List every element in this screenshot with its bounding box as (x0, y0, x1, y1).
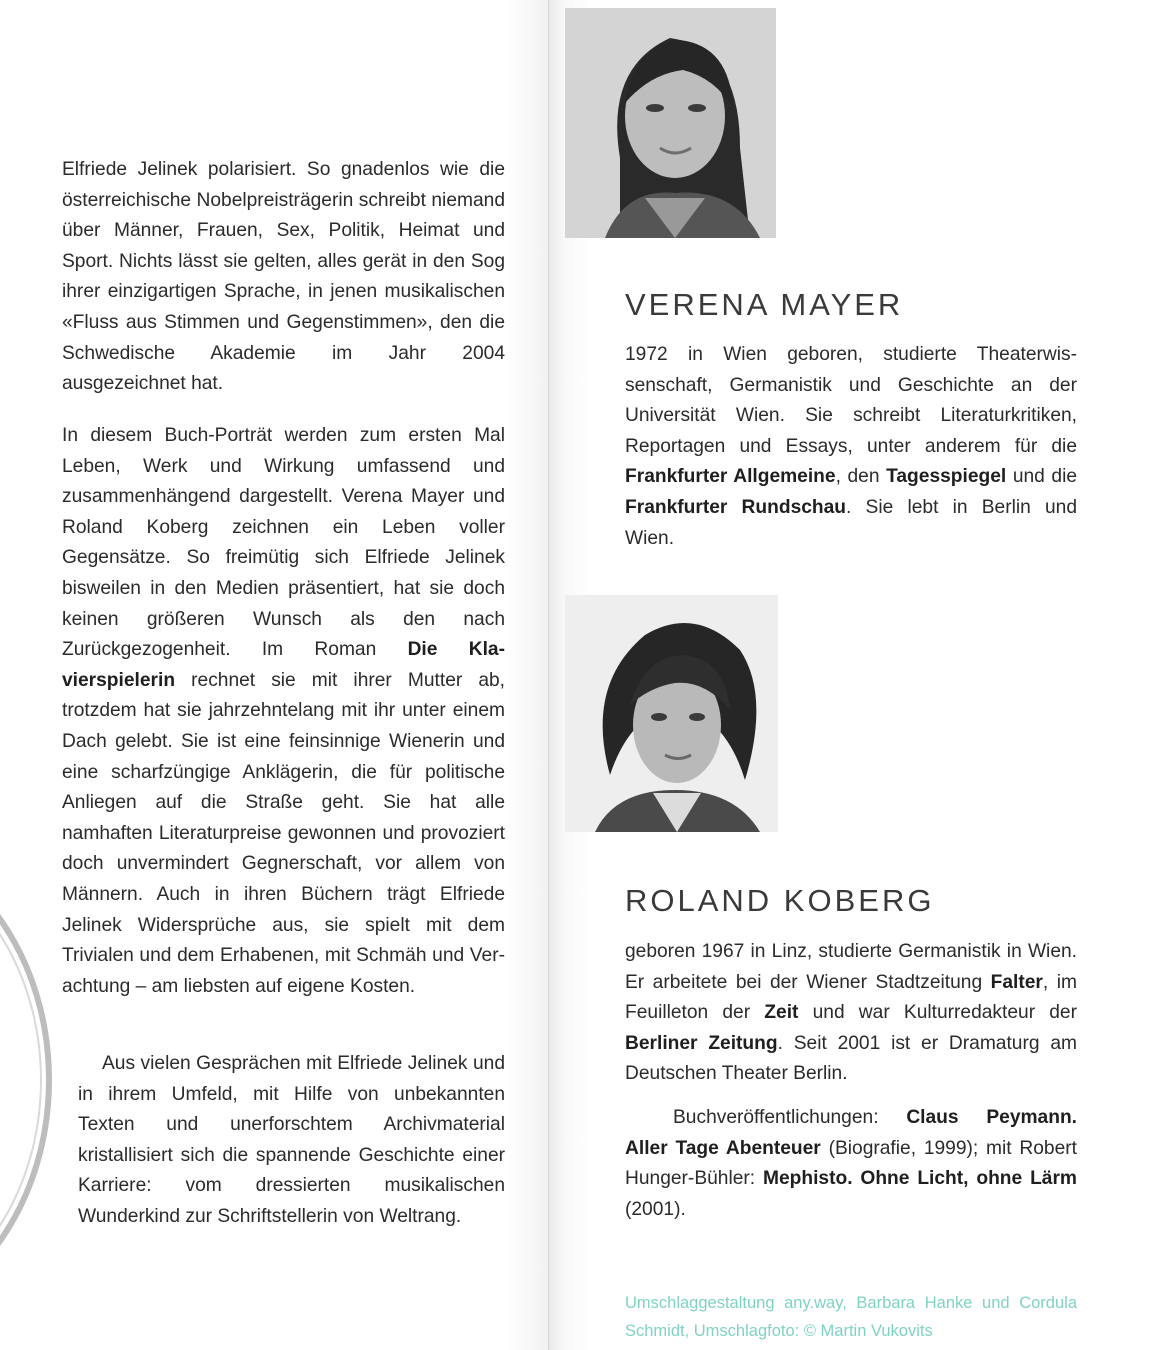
intro-paragraph: Elfriede Jelinek polarisiert. So gnadenlos wie die österreichische Nobelpreisträgerin schreibt niemand über Männer, Frauen, Sex, Politik, Heimat und Sport. Nichts lässt sie gelten, alles gerät in den Sog ihrer einzigartigen Sprache, in jenen musikalischen «Fluss aus Stimmen und Gegenstimmen», den die Schwedische Akademie im Jahr 2004 ausgezeichnet hat. (62, 159, 505, 395)
bio-text: . Sie lebt in Berlin und Wien. (625, 496, 1077, 549)
bio-roland-koberg (625, 937, 1077, 1090)
bio-verena-mayer (625, 340, 1077, 554)
newspaper-name: Frankfurter Rundschau (625, 496, 847, 518)
bio-text: und die (1006, 466, 1078, 488)
newspaper-name: Zeit (764, 1002, 799, 1024)
book-title: Mephisto. Ohne Licht, ohne Lärm (763, 1168, 1077, 1190)
photo-verena-mayer (565, 8, 776, 238)
bio-text: . Seit 2001 ist er Dramaturg am Deutschen Theater Berlin. (625, 1032, 1077, 1085)
bio-text: und war Kulturredakteur der (798, 1002, 1077, 1024)
sources-paragraph: Aus vielen Gesprächen mit Elfriede Jelinek und in ihrem Umfeld, mit Hilfe von unbekannten Texten und unerforschtem Archivmaterial kristallisiert sich die spannende Geschichte einer Karriere: vom dressierten musikalischen Wunderkind zur Schriftstellerin von Weltrang. (78, 1053, 505, 1227)
book-title: Claus Peymann. Aller Tage Abenteuer (625, 1107, 1077, 1159)
cover-credits: Umschlaggestaltung any.way, Barbara Hanke und Cordula Schmidt, Umschlagfoto: © Martin Vukovits (625, 1294, 1077, 1340)
heading-roland-koberg: ROLAND KOBERG (625, 883, 935, 918)
newspaper-name: Tagesspiegel (886, 466, 1007, 488)
publications-paragraph (625, 1103, 1077, 1225)
newspaper-name: Falter (990, 971, 1043, 993)
portrait-text-2: rechnet sie mit ihrer Mutter ab, trotzdem hat sie jahrzehntelang mit ihr unter einem Dach gelebt. Sie ist eine feinsinnige Wienerin und eine scharfzüngige Anklägerin, die für politische Anliegen auf die Straße geht. Sie hat alle namhaften Literaturpreise gewonnen und provoziert doch unvermindert Gegnerschaft, vor allem von Männern. Auch in ihren Büchern trägt Elfriede Jelinek Widersprüche aus, sie spielt mit dem Trivialen und dem Erhabenen, mit Schmäh und Verachtung – am liebsten auf eigene Kosten. (62, 669, 505, 997)
bio-text: geboren 1967 in Linz, studierte Germanistik in Wien. Er arbeitete bei der Wiener Stadtzeitung (625, 941, 1077, 993)
photo-roland-koberg (565, 595, 778, 832)
newspaper-name: Frankfurter Allgemeine (625, 466, 836, 488)
portrait-paragraph (62, 421, 505, 1002)
newspaper-name: Berliner Zeitung (625, 1032, 778, 1054)
portrait-text-1: In diesem Buch-Porträt werden zum ersten Mal Leben, Werk und Wirkung umfassend und zusammenhängend dargestellt. Verena Mayer und Roland Koberg zeichnen ein Leben voller Gegensätze. So freimütig sich Elfriede Jelinek bisweilen in den Medien präsentiert, hat sie doch keinen größeren Wunsch als den nach Zurückgezogenheit. Im Roman (62, 425, 505, 661)
bio-text: , im Feuilleton der (625, 971, 1077, 1024)
page-fold (548, 0, 549, 1350)
bio-text: , den (835, 466, 887, 488)
publications-text: Buchveröffentlichungen: (673, 1107, 907, 1128)
heading-verena-mayer: VERENA MAYER (625, 287, 904, 322)
publications-text: (2001). (625, 1198, 686, 1220)
novel-title: Die Klavierspielerin (62, 639, 505, 691)
bio-text: 1972 in Wien geboren, studierte Theaterwissenschaft, Germanistik und Geschichte an der Universität Wien. Sie schreibt Literaturkritiken, Reportagen und Essays, unter anderem für die (625, 344, 1077, 457)
publications-text: (Biografie, 1999); mit Robert Hunger-Bühler: (625, 1137, 1077, 1190)
